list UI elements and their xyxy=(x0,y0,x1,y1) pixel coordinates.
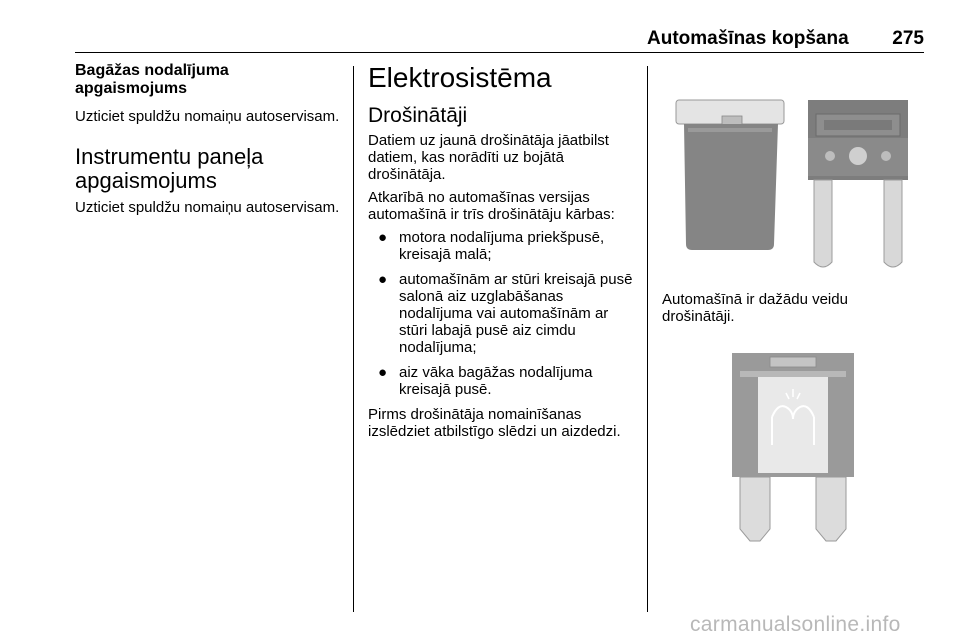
page-header-title: Automašīnas kopšana xyxy=(647,28,849,49)
paragraph-boot-lighting: Uzticiet spuldžu nomaiņu autoservisam. xyxy=(75,108,340,125)
mini-fuse-icon xyxy=(662,333,924,545)
site-watermark: carmanualsonline.info xyxy=(690,613,901,636)
paragraph-instrument-lighting: Uzticiet spuldžu nomaiņu autoservisam. xyxy=(75,199,340,216)
list-item: ● aiz vāka bagāžas nodalījuma kreisajā pusē. xyxy=(378,364,593,398)
section-subtitle: Drošinātāji xyxy=(368,104,468,127)
list-item: ● automašīnām ar stūri kreisajā pusē salonā aiz uzglabāšanas nodalījuma vai automašīnām ar stūri labajā pusē aiz cimdu nodalījuma; xyxy=(378,271,633,356)
column-divider-1 xyxy=(353,66,354,612)
figure-caption: Automašīnā ir dažādu veidu drošinātāji. xyxy=(662,291,848,325)
paragraph-fuse-data: Datiem uz jaunā drošinātāja jāatbilst datiem, kas norādīti uz bojātā drošinātāja. xyxy=(368,132,609,183)
fuse-box-list xyxy=(368,229,640,398)
column-middle xyxy=(368,62,640,446)
heading-instrument-lighting: Instrumentu paneļa apgaismojums xyxy=(75,144,264,193)
fuse-types-icon xyxy=(662,66,924,278)
heading-boot-lighting: Bagāžas nodalījuma apgaismojums xyxy=(75,62,229,97)
header-rule xyxy=(75,52,924,53)
page-number: 275 xyxy=(892,28,924,49)
section-title: Elektrosistēma xyxy=(368,62,552,93)
column-divider-2 xyxy=(647,66,648,612)
bullet-icon: ● xyxy=(378,271,388,288)
paragraph-before-replacing: Pirms drošinātāja nomainīšanas izslēdziet atbilstīgo slēdzi un aizdedzi. xyxy=(368,406,621,440)
column-left xyxy=(75,62,343,222)
mini-fuse-illustration xyxy=(662,333,924,545)
bullet-icon: ● xyxy=(378,229,388,246)
fuse-types-illustration xyxy=(662,66,924,278)
list-item: ● motora nodalījuma priekšpusē, kreisajā malā; xyxy=(378,229,605,263)
paragraph-fuse-boxes: Atkarībā no automašīnas versijas automašīnā ir trīs drošinātāju kārbas: xyxy=(368,189,615,223)
bullet-icon: ● xyxy=(378,364,388,381)
